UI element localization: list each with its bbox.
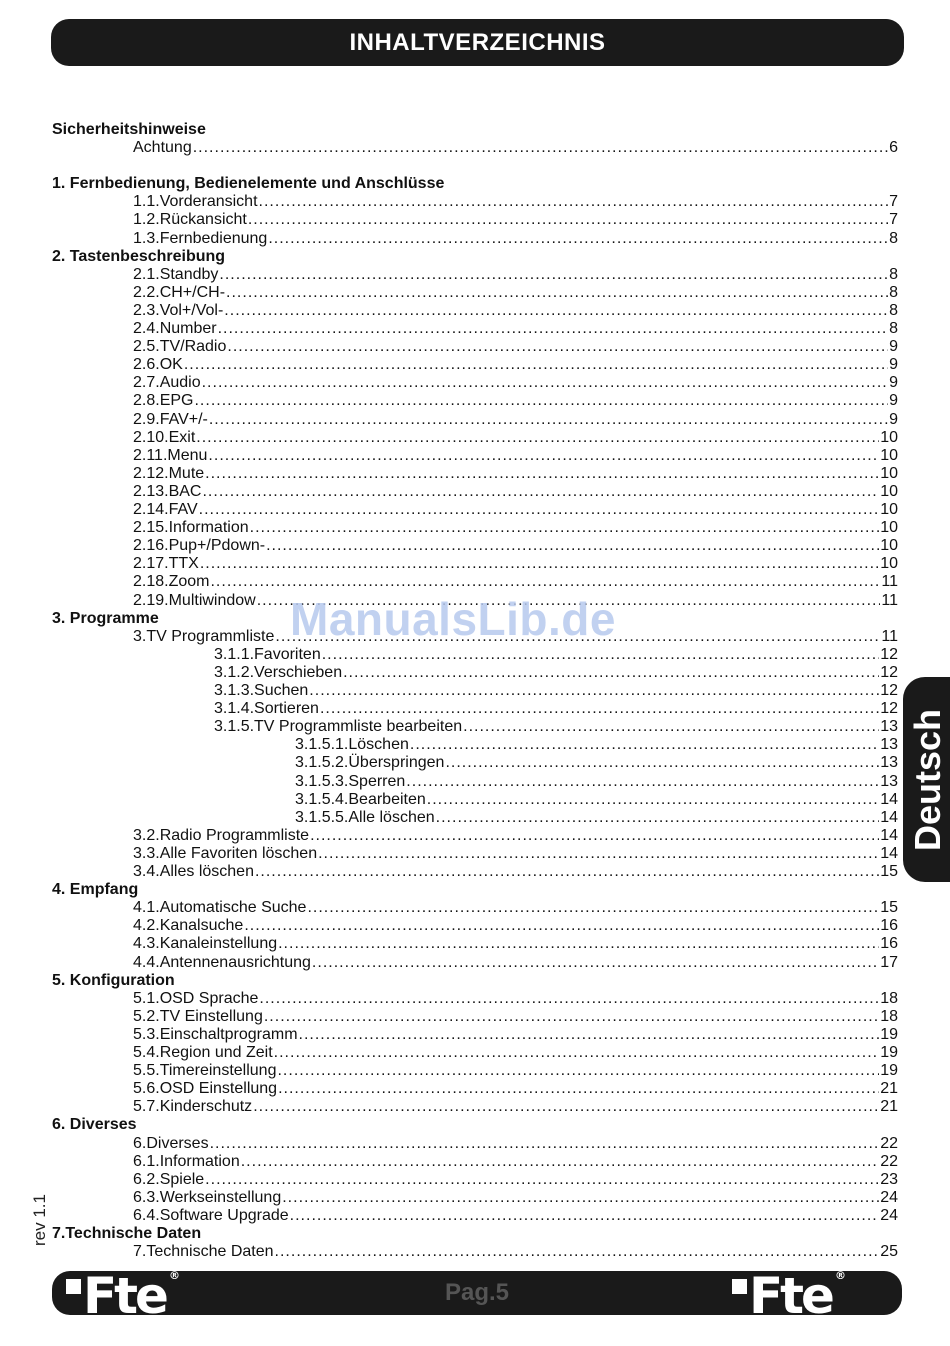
toc-entry-title: 3.TV Programmliste (133, 627, 275, 645)
toc-page-number: 7 (889, 211, 898, 229)
toc-entry-title: 2.4.Number (133, 320, 217, 337)
toc-entry-title: 2.19.Multiwindow (133, 591, 256, 609)
toc-page-number: 16 (880, 935, 898, 953)
dot-leader (445, 754, 879, 772)
toc-entry-title: 3.4.Alles löschen (133, 863, 254, 880)
dot-leader (343, 664, 879, 682)
toc-page-number: 10 (880, 501, 898, 518)
toc-page-number: 18 (880, 1007, 898, 1025)
registered-mark: ® (168, 1269, 180, 1282)
toc-entry[interactable] (133, 863, 898, 881)
toc-page-number: 24 (880, 1206, 898, 1224)
dot-leader (184, 356, 888, 374)
toc-entry-title: 3.1.3.Suchen (214, 682, 309, 699)
toc-entry[interactable] (133, 1153, 898, 1171)
toc-entry[interactable] (133, 1098, 898, 1116)
toc-page-number: 7 (889, 193, 898, 211)
toc-page-number: 22 (880, 1152, 898, 1170)
toc-entry-title: 3.1.5.2.Überspringen (295, 754, 445, 772)
toc-entry[interactable] (214, 664, 898, 682)
toc-page-number: 10 (880, 519, 898, 537)
toc-page-number: 9 (889, 374, 898, 392)
toc-entry-title: 4.4.Antennenausrichtung (133, 953, 311, 971)
dot-leader (410, 736, 879, 754)
toc-entry-title: 5.2.TV Einstellung (133, 1007, 263, 1025)
dot-leader (259, 990, 879, 1008)
toc-entry[interactable] (133, 917, 898, 935)
toc-entry-title: 3.2.Radio Programmliste (133, 826, 310, 844)
toc-page-number: 13 (880, 718, 898, 736)
dot-leader (244, 917, 879, 935)
toc-entry[interactable] (133, 320, 898, 338)
dot-leader (205, 1171, 879, 1189)
toc-entry[interactable] (133, 1207, 898, 1225)
toc-page-number: 10 (880, 428, 898, 446)
toc-entry-title: 2.10.Exit (133, 428, 196, 446)
toc-entry[interactable] (133, 954, 898, 972)
toc-section-heading[interactable] (52, 248, 898, 266)
toc-entry[interactable] (133, 139, 898, 157)
toc-page-number: 19 (880, 1025, 898, 1043)
dot-leader (307, 899, 879, 917)
dot-leader (224, 302, 888, 320)
toc-entry[interactable] (133, 284, 898, 302)
toc-entry[interactable] (133, 302, 898, 320)
toc-entry[interactable] (133, 935, 898, 953)
toc-page-number: 10 (880, 537, 898, 555)
toc-page-number: 21 (880, 1098, 898, 1116)
toc-page-number: 10 (880, 482, 898, 500)
dot-leader (274, 1044, 880, 1062)
toc-entry-title: 5. Konfiguration (52, 971, 175, 989)
logo-square-icon (732, 1279, 747, 1294)
toc-entry[interactable] (133, 1026, 898, 1044)
toc-entry-title: 2.11.Menu (133, 446, 208, 464)
dot-leader (299, 1026, 880, 1044)
toc-entry-title: 2.9.FAV+/- (133, 410, 208, 428)
toc-entry-title: 5.6.OSD Einstellung (133, 1080, 278, 1098)
toc-entry-title: 5.1.OSD Sprache (133, 989, 259, 1007)
dot-leader (278, 1080, 879, 1098)
toc-entry-title: 5.4.Region und Zeit (133, 1044, 273, 1061)
toc-entry-title: 2.14.FAV (133, 501, 198, 518)
toc-page-number: 8 (889, 283, 898, 301)
toc-entry-title: 4.1.Automatische Suche (133, 899, 307, 917)
toc-entry-title: 3.1.4.Sortieren (214, 700, 319, 718)
toc-entry[interactable] (133, 447, 898, 465)
dot-leader (218, 320, 889, 338)
toc-entry-title: 3.1.5.1.Löschen (295, 736, 409, 754)
toc-entry[interactable] (295, 791, 898, 809)
toc-entry[interactable] (133, 338, 898, 356)
toc-section-heading[interactable] (52, 1225, 898, 1243)
toc-entry[interactable] (133, 392, 898, 410)
dot-leader (241, 1153, 879, 1171)
toc-page-number: 24 (880, 1188, 898, 1206)
toc-entry[interactable] (133, 429, 898, 447)
toc-page-number: 17 (880, 953, 898, 971)
dot-leader (406, 773, 879, 791)
toc-entry-title: 3.1.5.3.Sperren (295, 772, 406, 790)
toc-entry-title: 3.1.2.Verschieben (214, 663, 343, 681)
dot-leader (210, 1135, 880, 1153)
toc-entry-title: 2.5.TV/Radio (133, 338, 227, 356)
toc-entry-title: 2.13.BAC (133, 482, 202, 500)
toc-entry[interactable] (133, 1044, 898, 1062)
toc-entry[interactable] (133, 465, 898, 483)
toc-entry[interactable] (133, 899, 898, 917)
dot-leader (427, 791, 879, 809)
toc-entry-title: 1.3.Fernbedienung (133, 229, 268, 247)
dot-leader (309, 682, 879, 700)
toc-entry[interactable] (133, 193, 898, 211)
toc-entry-title: 5.5.Timereinstellung (133, 1062, 277, 1080)
dot-leader (268, 230, 888, 248)
toc-entry[interactable] (295, 736, 898, 754)
toc-page-number: 9 (889, 392, 898, 410)
dot-leader (318, 845, 879, 863)
toc-entry-title: 2.3.Vol+/Vol- (133, 301, 224, 319)
toc-entry-title: 6.1.Information (133, 1152, 240, 1170)
toc-entry[interactable] (133, 827, 898, 845)
toc-entry[interactable] (133, 1171, 898, 1189)
toc-page-number: 10 (880, 446, 898, 464)
toc-entry-title: 6.Diverses (133, 1134, 209, 1152)
watermark: ManualsLib.de (290, 593, 616, 645)
toc-entry[interactable] (133, 1243, 898, 1261)
logo-text: Fte (749, 1267, 832, 1325)
toc-page-number: 14 (880, 844, 898, 862)
toc-entry-title: 6.2.Spiele (133, 1170, 205, 1188)
toc-entry[interactable] (133, 555, 898, 573)
toc-entry-title: 2.18.Zoom (133, 573, 210, 591)
toc-page-number: 8 (889, 229, 898, 247)
toc-page-number: 8 (889, 301, 898, 319)
toc-page-number: 11 (881, 627, 898, 645)
dot-leader (209, 411, 888, 429)
toc-page-number: 12 (880, 663, 898, 681)
dot-leader (266, 537, 879, 555)
toc-entry-title: 2.15.Information (133, 519, 249, 537)
dot-leader (196, 429, 879, 447)
toc-entry-title: 7.Technische Daten (133, 1243, 274, 1261)
toc-entry-title: 4. Empfang (52, 881, 139, 899)
toc-entry-title: 2.16.Pup+/Pdown- (133, 537, 266, 555)
toc-page-number: 14 (880, 808, 898, 826)
toc-entry-title: 6.3.Werkseinstellung (133, 1188, 282, 1206)
toc-entry[interactable] (214, 718, 898, 736)
dot-leader (320, 700, 879, 718)
dot-leader (253, 1098, 879, 1116)
toc-section-heading[interactable] (52, 881, 898, 899)
toc-entry-title: 1.1.Vorderansicht (133, 193, 258, 211)
toc-entry[interactable] (133, 374, 898, 392)
dot-leader (322, 646, 879, 664)
toc-entry-title: 3.1.5.TV Programmliste bearbeiten (214, 718, 463, 736)
dot-leader (264, 1008, 879, 1026)
toc-entry-title: 2.8.EPG (133, 392, 194, 410)
toc-entry[interactable] (133, 519, 898, 537)
toc-entry-title: 1. Fernbedienung, Bedienelemente und Anschlüsse (52, 175, 445, 193)
toc-entry-title: Achtung (133, 139, 192, 157)
dot-leader (205, 465, 879, 483)
toc-page-number: 13 (880, 736, 898, 754)
language-tab-label: Deutsch (907, 708, 948, 851)
dot-leader (226, 284, 888, 302)
revision-label: rev 1.1 (30, 1194, 49, 1246)
dot-leader (277, 1062, 879, 1080)
toc-page-number: 12 (880, 645, 898, 663)
toc-entry[interactable] (133, 266, 898, 284)
toc-page-number: 22 (880, 1134, 898, 1152)
toc-section-heading[interactable] (52, 972, 898, 990)
toc-entry[interactable] (133, 1008, 898, 1026)
toc-page-number: 9 (889, 338, 898, 356)
toc-section-heading[interactable] (52, 175, 898, 193)
dot-leader (282, 1189, 879, 1207)
toc-page-number: 10 (880, 555, 898, 573)
toc-page-number: 8 (889, 265, 898, 283)
dot-leader (200, 555, 879, 573)
dot-leader (310, 827, 879, 845)
toc-entry[interactable] (133, 501, 898, 519)
toc-entry-title: 2.2.CH+/CH- (133, 283, 226, 301)
dot-leader (290, 1207, 880, 1225)
toc-entry-title: 3.3.Alle Favoriten löschen (133, 844, 318, 862)
toc-entry-title: 2. Tastenbeschreibung (52, 247, 226, 265)
toc-entry-title: Sicherheitshinweise (52, 121, 206, 138)
dot-leader (278, 935, 879, 953)
toc-entry-title: 2.17.TTX (133, 555, 199, 573)
dot-leader (202, 483, 879, 501)
dot-leader (202, 374, 888, 392)
toc-entry-title: 5.3.Einschaltprogramm (133, 1025, 298, 1043)
toc-entry-title: 1.2.Rückansicht (133, 211, 247, 229)
toc-entry-title: 4.2.Kanalsuche (133, 917, 244, 935)
toc-entry[interactable] (214, 646, 898, 664)
dot-leader (248, 211, 888, 229)
toc-entry[interactable] (133, 356, 898, 374)
toc-page-number: 23 (880, 1170, 898, 1188)
dot-leader (436, 809, 880, 827)
dot-leader (275, 1243, 880, 1261)
toc-entry-title: 6. Diverses (52, 1116, 137, 1134)
toc-page-number: 10 (880, 464, 898, 482)
toc-page-number: 6 (889, 139, 898, 157)
toc-entry[interactable] (295, 773, 898, 791)
dot-leader (199, 501, 880, 519)
toc-entry-title: 2.12.Mute (133, 464, 205, 482)
registered-mark: ® (834, 1269, 846, 1282)
dot-leader (210, 573, 880, 591)
toc-entry-title: 2.6.OK (133, 356, 183, 374)
toc-entry-title: 7.Technische Daten (52, 1225, 202, 1242)
toc-entry[interactable] (133, 483, 898, 501)
footer-bar (52, 1267, 902, 1325)
toc-page-number: 25 (880, 1243, 898, 1261)
toc-entry[interactable] (133, 1135, 898, 1153)
dot-leader (208, 447, 879, 465)
toc-page-number: 11 (881, 573, 898, 591)
toc-page-number: 16 (880, 917, 898, 935)
toc-entry[interactable] (133, 845, 898, 863)
dot-leader (219, 266, 888, 284)
toc-entry-title: 3.1.1.Favoriten (214, 645, 321, 663)
toc-entry-title: 3. Programme (52, 609, 159, 627)
toc-entry-title: 3.1.5.5.Alle löschen (295, 808, 435, 826)
dot-leader (259, 193, 889, 211)
toc-page-number: 21 (880, 1080, 898, 1098)
page-number: Pag.5 (444, 1279, 510, 1306)
dot-leader (227, 338, 888, 356)
toc-entry[interactable] (133, 990, 898, 1008)
toc-entry-title: 2.7.Audio (133, 374, 201, 392)
toc-page-number: 13 (880, 772, 898, 790)
toc-entry[interactable] (133, 573, 898, 591)
toc-page-number: 12 (880, 682, 898, 699)
toc-page-number: 19 (880, 1044, 898, 1061)
toc-page-number: 13 (880, 754, 898, 772)
toc-page-number: 11 (881, 591, 898, 609)
page-title: INHALTVERZEICHNIS (349, 28, 606, 56)
toc-entry[interactable] (133, 537, 898, 555)
toc-section-heading[interactable] (52, 121, 898, 139)
toc-section-heading[interactable] (52, 1116, 898, 1134)
toc-page-number: 14 (880, 826, 898, 844)
dot-leader (463, 718, 879, 736)
toc-entry[interactable] (214, 682, 898, 700)
toc-entry[interactable] (214, 700, 898, 718)
dot-leader (255, 863, 879, 881)
toc-entry[interactable] (133, 1080, 898, 1098)
language-tab (903, 677, 950, 882)
toc-page-number: 19 (880, 1062, 898, 1080)
toc-entry[interactable] (133, 1189, 898, 1207)
toc-page-number: 8 (889, 320, 898, 337)
toc-entry-title: 2.1.Standby (133, 265, 219, 283)
toc-page-number: 18 (880, 989, 898, 1007)
toc-page-number: 9 (889, 410, 898, 428)
toc-entry[interactable] (295, 754, 898, 772)
toc-entry-title: 3.1.5.4.Bearbeiten (295, 790, 426, 808)
toc-entry[interactable] (133, 230, 898, 248)
toc-entry[interactable] (295, 809, 898, 827)
logo-text: Fte (83, 1267, 166, 1325)
toc-entry-title: 6.4.Software Upgrade (133, 1206, 289, 1224)
toc-page-number: 14 (880, 790, 898, 808)
dot-leader (194, 392, 888, 410)
dot-leader (312, 954, 879, 972)
dot-leader (193, 139, 888, 157)
toc-page-number: 15 (880, 899, 898, 917)
toc-entry[interactable] (133, 1062, 898, 1080)
toc-page-number: 15 (880, 863, 898, 880)
fte-logo-right (732, 1267, 846, 1325)
toc-page-number: 9 (889, 356, 898, 374)
toc-entry[interactable] (133, 211, 898, 229)
header-bar (51, 19, 904, 66)
toc-page-number: 12 (880, 700, 898, 718)
toc-entry[interactable] (133, 411, 898, 429)
dot-leader (250, 519, 880, 537)
toc-entry-title: 4.3.Kanaleinstellung (133, 935, 278, 953)
toc-entry-title: 5.7.Kinderschutz (133, 1098, 253, 1116)
